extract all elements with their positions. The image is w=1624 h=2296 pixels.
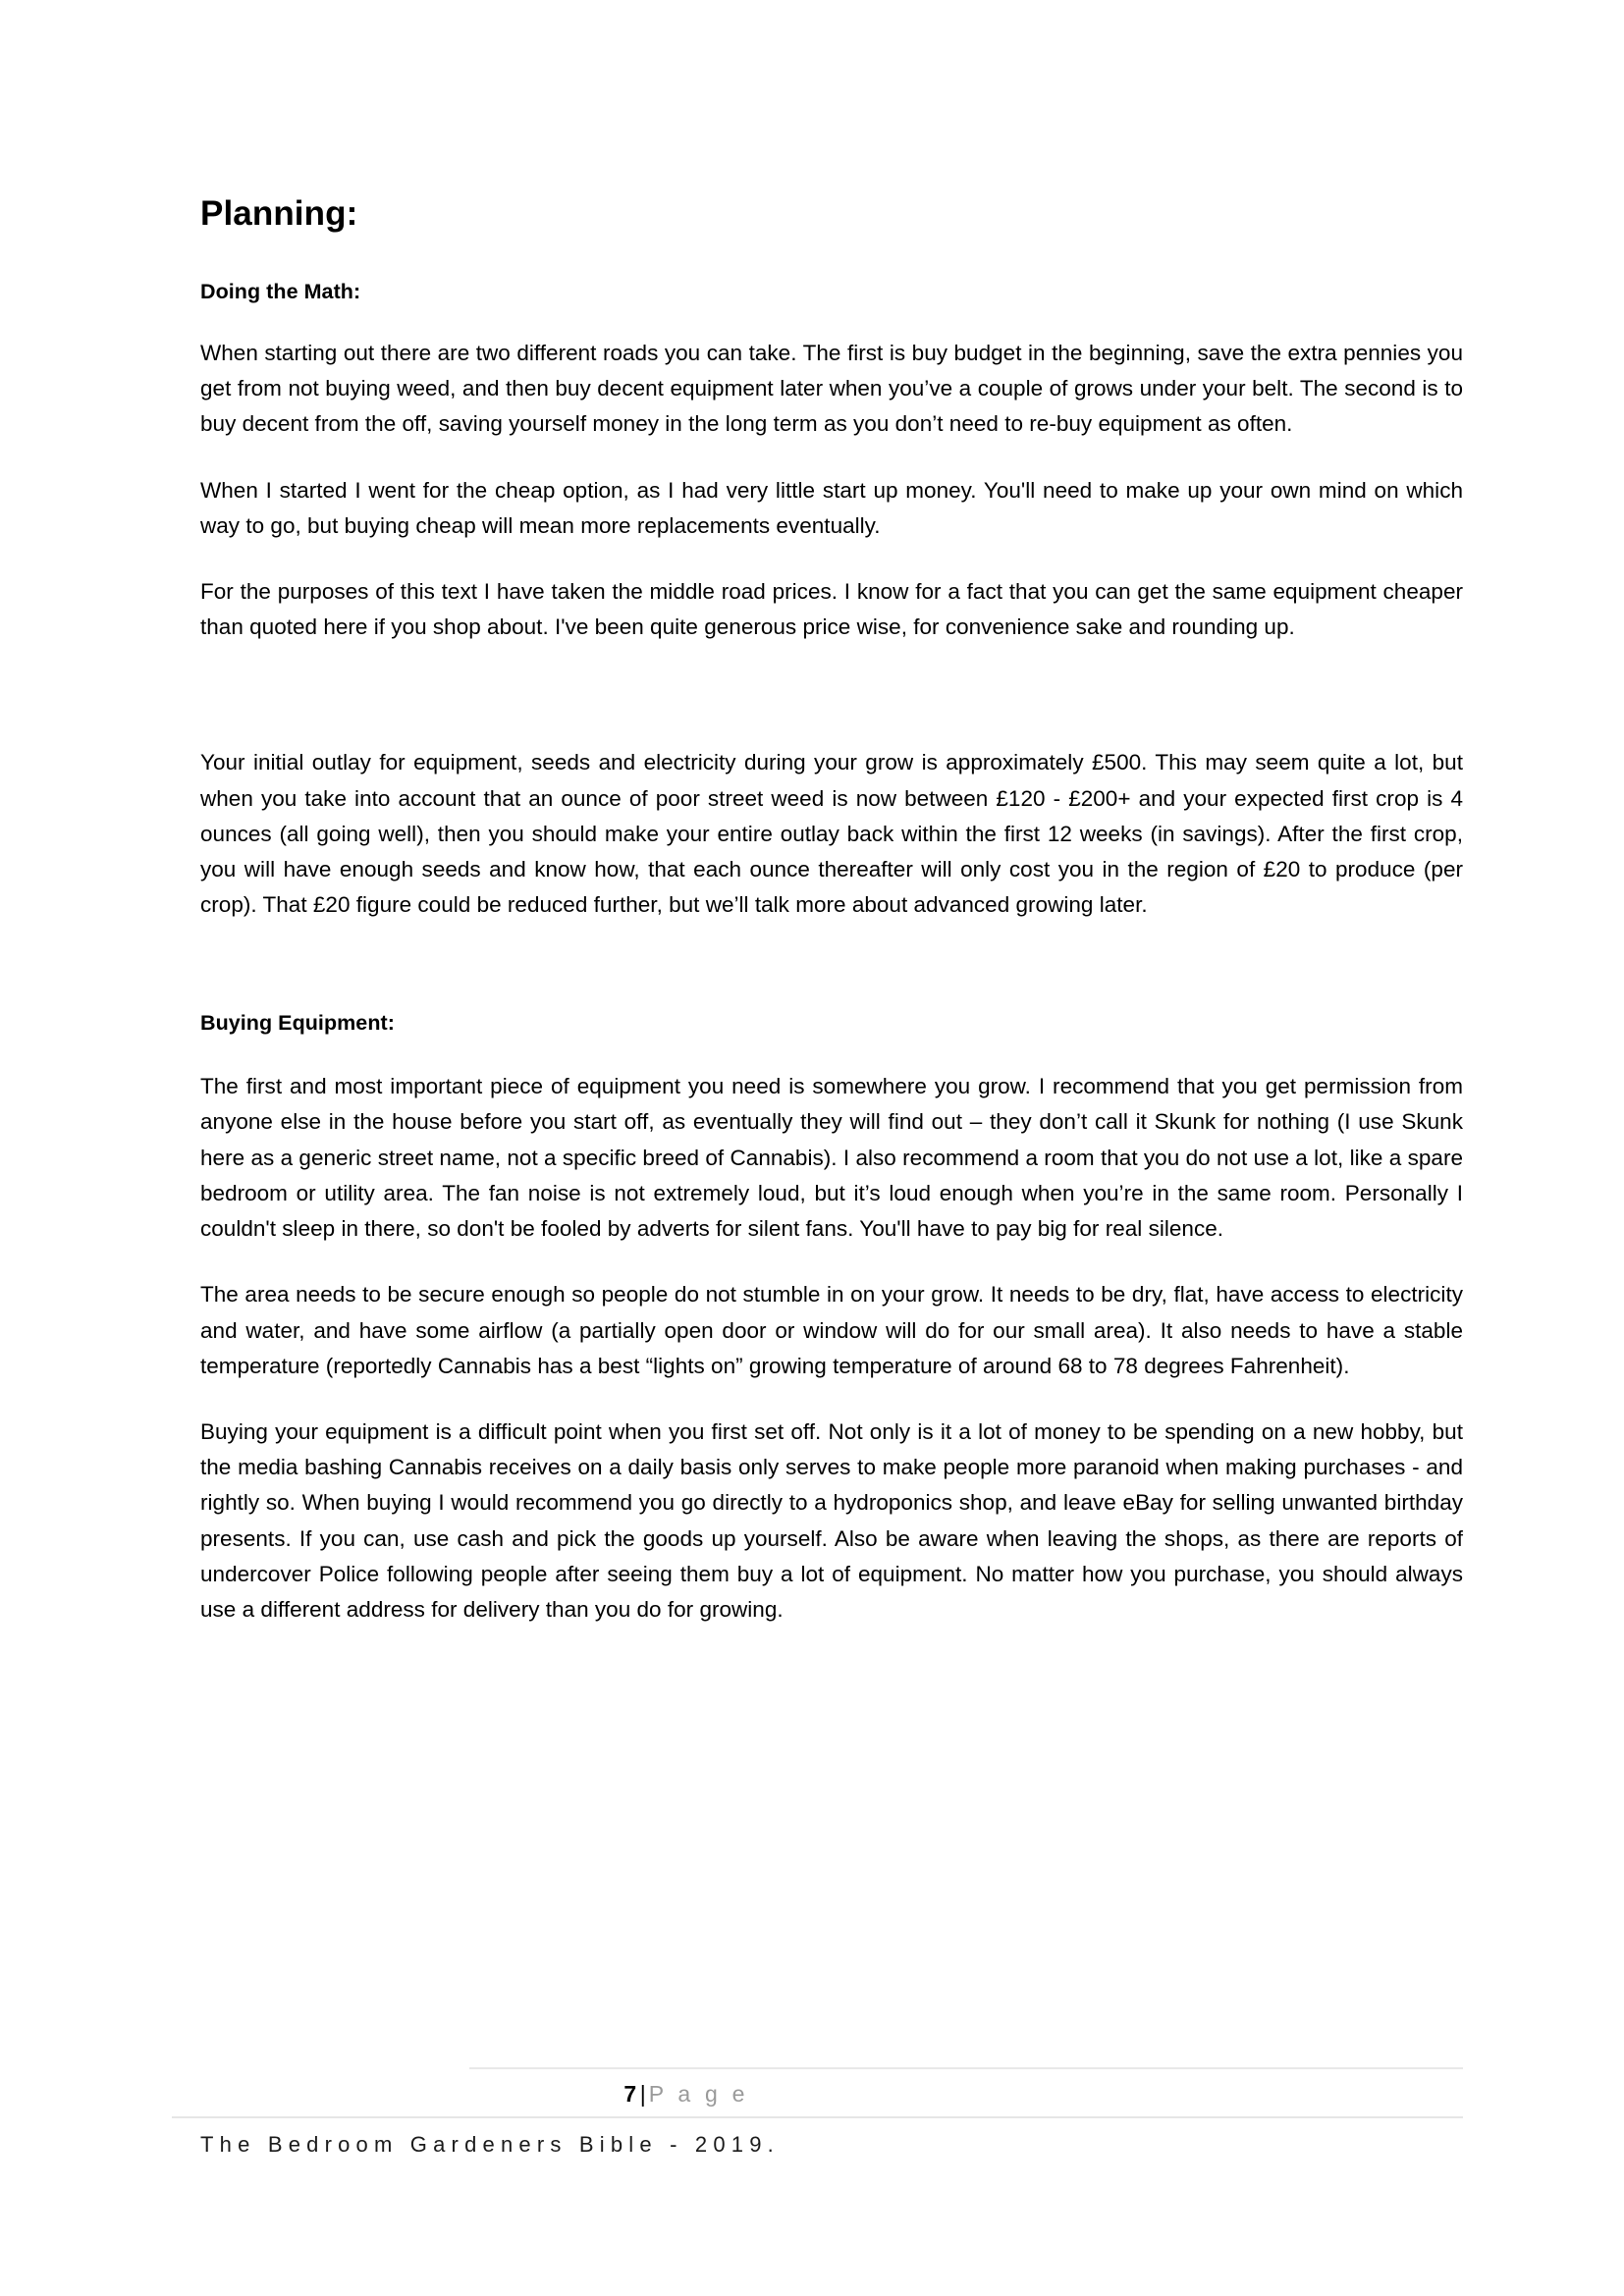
paragraph: The first and most important piece of equipment you need is somewhere you grow. I recommend that you get permission from anyone else in the house before you start off, as eventually they will find out – they don’t call it Skunk for nothing (I use Skunk here as a generic street name, not a specific breed of Cannabis). I also recommend a room that you do not use a lot, like a spare bedroom or utility area. The fan noise is not extremely loud, but it’s loud enough when you’re in the same room. Personally I couldn't sleep in there, so don't be fooled by adverts for silent fans. You'll have to pay big for real silence. xyxy=(200,1074,1463,1242)
footer-divider-bottom xyxy=(172,2116,1463,2118)
paragraph: The area needs to be secure enough so people do not stumble in on your grow. It needs to be dry, flat, have access to electricity and water, and have some airflow (a partially open door or window will do for our small area). It also needs to have a stable temperature (reportedly Cannabis has a best “lights on” growing temperature of around 68 to 78 degrees Fahrenheit). xyxy=(200,1282,1463,1378)
document-content xyxy=(200,0,1463,1628)
paragraph: When I started I went for the cheap option, as I had very little start up money. You'll need to make up your own mind on which way to go, but buying cheap will mean more replacements eventually. xyxy=(200,477,1463,538)
paragraph: When starting out there are two different roads you can take. The first is buy budget in the beginning, save the extra pennies you get from not buying weed, and then buy decent equipment later when you’ve a couple of grows under your belt. The second is to buy decent from the off, saving yourself money in the long term as you don’t need to re-buy equipment as often. xyxy=(200,341,1463,437)
page-number-separator: | xyxy=(639,2081,646,2107)
paragraph: Buying your equipment is a difficult point when you first set off. Not only is it a lot of money to be spending on a new hobby, but the media bashing Cannabis receives on a daily basis only serves to make people more paranoid when making purchases - and rightly so. When buying I would recommend you go directly to a hydroponics shop, and leave eBay for selling unwanted birthday presents. If you can, use cash and pick the goods up yourself. Also be aware when leaving the shops, as there are reports of undercover Police following people after seeing them buy a lot of equipment. No matter how you purchase, you should always use a different address for delivery than you do for growing. xyxy=(200,1418,1463,1622)
paragraph: For the purposes of this text I have taken the middle road prices. I know for a fact that you can get the same equipment cheaper than quoted here if you shop about. I've been quite generous price wise, for convenience sake and rounding up. xyxy=(200,579,1463,640)
page-number-row xyxy=(200,2077,1463,2110)
page-number: 7 xyxy=(623,2081,637,2107)
section-heading-buying-equipment: Buying Equipment: xyxy=(200,1011,395,1036)
section-heading-doing-the-math: Doing the Math: xyxy=(200,280,361,304)
paragraph: Your initial outlay for equipment, seeds and electricity during your grow is approximately £500. This may seem quite a lot, but when you take into account that an ounce of poor street weed is now between £120 - £200+ and your expected first crop is 4 ounces (all going well), then you should make your entire outlay back within the first 12 weeks (in savings). After the first crop, you will have enough seeds and know how, that each ounce thereafter will only cost you in the region of £20 to produce (per crop). That £20 figure could be reduced further, but we’ll talk more about advanced growing later. xyxy=(200,750,1463,918)
page-label: P a g e xyxy=(648,2081,749,2107)
page-title: Planning: xyxy=(200,194,358,233)
footer-book-title: The Bedroom Gardeners Bible - 2019. xyxy=(200,2132,780,2157)
footer-divider-top xyxy=(469,2067,1463,2069)
